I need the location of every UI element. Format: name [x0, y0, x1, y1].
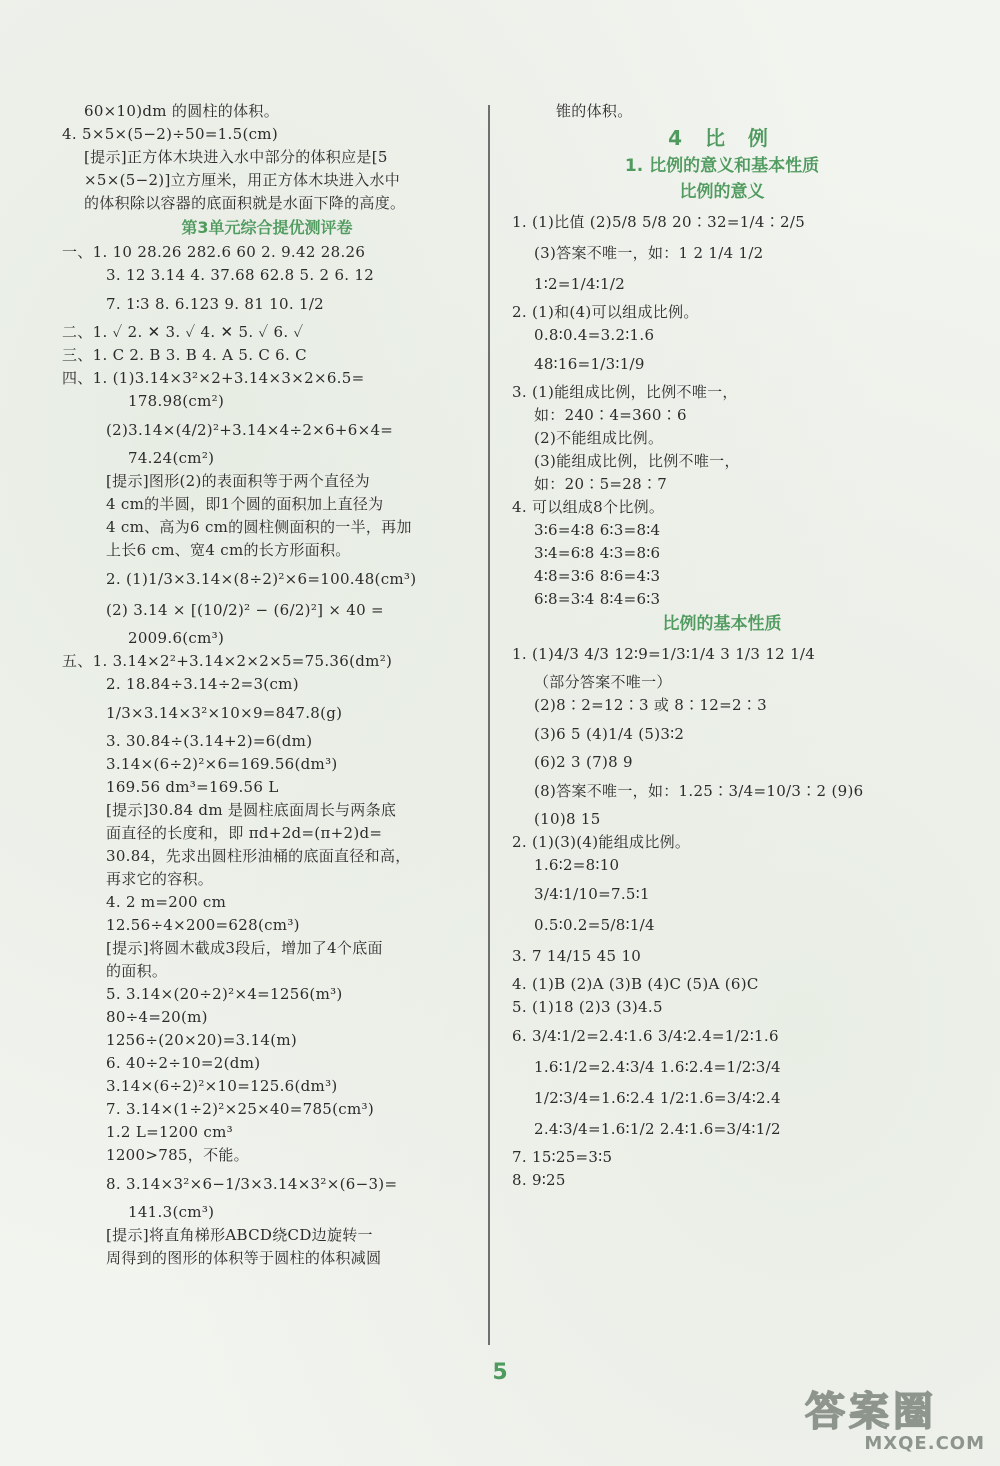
answer-line: 2.4∶3/4=1.6∶1/2 2.4∶1.6=3/4∶1/2 [534, 1120, 781, 1138]
answer-line: 6. 40÷2÷10=2(dm) [106, 1054, 261, 1072]
answer-line: 面直径的长度和，即 πd+2d=(π+2)d= [106, 824, 383, 842]
answer-line: 7. 3.14×(1÷2)²×25×40=785(cm³) [106, 1100, 374, 1118]
watermark-main: 答案圈 [805, 1389, 937, 1435]
right-column [512, 100, 932, 1192]
answer-line: (2) 3.14 × [(10/2)² − (6/2)²] × 40 = [106, 601, 384, 619]
section-heading: 第3单元综合提优测评卷 [181, 218, 353, 237]
answer-line: 的面积。 [106, 962, 168, 980]
answer-line: 1. (1)比值 (2)5/8 5/8 20∶32=1/4∶2/5 [512, 213, 806, 231]
answer-line: 1.6∶1/2=2.4∶3/4 1.6∶2.4=1/2∶3/4 [534, 1058, 781, 1076]
answer-line: 1256÷(20×20)=3.14(m) [106, 1031, 298, 1049]
answer-line: (3)6 5 (4)1/4 (5)3∶2 [534, 725, 685, 743]
answer-line: (8)答案不唯一，如：1.25∶3/4=10/3∶2 (9)6 [534, 782, 864, 800]
answer-line: [提示]图形(2)的表面积等于两个直径为 [106, 472, 370, 490]
answer-line: (3)能组成比例，比例不唯一， [534, 452, 740, 470]
answer-line: 1∶2=1/4∶1/2 [534, 275, 626, 293]
answer-line: 30.84，先求出圆柱形油桶的底面直径和高， [106, 847, 411, 865]
answer-line: [提示]正方体木块进入水中部分的体积应是[5 [84, 148, 388, 166]
answer-line: 的体积除以容器的底面积就是水面下降的高度。 [84, 194, 406, 212]
answer-line: ×5×(5−2)]立方厘米，用正方体木块进入水中 [84, 171, 401, 189]
answer-line: 4 cm的半圆，即1个圆的面积加上直径为 [106, 495, 384, 513]
answer-line: 1.6∶2=8∶10 [534, 856, 620, 874]
answer-line: 3/4∶1/10=7.5∶1 [534, 885, 650, 903]
answer-line: 3. 12 3.14 4. 37.68 62.8 5. 2 6. 12 [106, 266, 375, 284]
answer-line: 4. 可以组成8个比例。 [512, 498, 665, 516]
answer-line: 再求它的容积。 [106, 870, 214, 888]
answer-line: (6)2 3 (7)8 9 [534, 753, 633, 771]
answer-line: 2009.6(cm³) [128, 629, 225, 647]
answer-line: 48∶16=1/3∶1/9 [534, 355, 645, 373]
answer-line: 1. (1)4/3 4/3 12∶9=1/3∶1/4 3 1/3 12 1/4 [512, 645, 816, 663]
answer-line: 74.24(cm²) [128, 449, 215, 467]
answer-line: 1.2 L=1200 cm³ [106, 1123, 233, 1141]
answer-line: 1/2∶3/4=1.6∶2.4 1/2∶1.6=3/4∶2.4 [534, 1089, 781, 1107]
answer-line: 四、1. (1)3.14×3²×2+3.14×3×2×6.5= [62, 369, 365, 387]
answer-line: 如：240∶4=360∶6 [534, 406, 687, 424]
answer-line: （部分答案不唯一） [534, 673, 672, 691]
answer-line: 4 cm、高为6 cm的圆柱侧面积的一半，再加 [106, 518, 412, 536]
answer-line: 2. (1)和(4)可以组成比例。 [512, 303, 699, 321]
answer-line: 8. 3.14×3²×6−1/3×3.14×3²×(6−3)= [106, 1175, 398, 1193]
answer-line: 五、1. 3.14×2²+3.14×2×2×5=75.36(dm²) [62, 652, 393, 670]
answer-line: 锥的体积。 [556, 102, 633, 120]
answer-line: 一、1. 10 28.26 282.6 60 2. 9.42 28.26 [62, 243, 366, 261]
answer-line: 7. 15∶25=3∶5 [512, 1148, 613, 1166]
answer-line: (3)答案不唯一，如：1 2 1/4 1/2 [534, 244, 764, 262]
answer-line: 0.5∶0.2=5/8∶1/4 [534, 916, 655, 934]
section-heading: 比例的基本性质 [662, 614, 782, 634]
answer-line: 三、1. C 2. B 3. B 4. A 5. C 6. C [62, 346, 307, 364]
answer-line: 如：20∶5=28∶7 [534, 475, 668, 493]
answer-line: 3.14×(6÷2)²×6=169.56(dm³) [106, 755, 338, 773]
answer-line: 12.56÷4×200=628(cm³) [106, 916, 300, 934]
answer-line: 2. (1)1/3×3.14×(8÷2)²×6=100.48(cm³) [106, 570, 417, 588]
answer-line: 60×10)dm 的圆柱的体积。 [84, 102, 279, 120]
answer-line: 2. 18.84÷3.14÷2=3(cm) [106, 675, 299, 693]
answer-line: 178.98(cm²) [128, 392, 225, 410]
answer-line: (2)8∶2=12∶3 或 8∶12=2∶3 [534, 696, 767, 714]
watermark-logo [805, 1390, 995, 1460]
answer-line: 1/3×3.14×3²×10×9=847.8(g) [106, 704, 343, 722]
answer-line: 4. 5×5×(5−2)÷50=1.5(cm) [62, 125, 278, 143]
answer-line: 1200>785，不能。 [106, 1146, 249, 1164]
answer-line: 80÷4=20(m) [106, 1008, 208, 1026]
section-heading: 4 比 例 [668, 126, 776, 150]
column-divider [488, 105, 490, 1345]
answer-line: 7. 1∶3 8. 6.123 9. 81 10. 1/2 [106, 295, 325, 313]
answer-line: (2)不能组成比例。 [534, 429, 664, 447]
answer-line: 二、1. ✓ 2. ✕ 3. ✓ 4. ✕ 5. ✓ 6. ✓ [62, 323, 304, 341]
left-column [62, 100, 472, 1270]
answer-line: 169.56 dm³=169.56 L [106, 778, 279, 796]
answer-line: 周得到的图形的体积等于圆柱的体积减圆 [106, 1249, 382, 1267]
section-heading: 1. 比例的意义和基本性质 [624, 156, 820, 176]
answer-line: 141.3(cm³) [128, 1203, 215, 1221]
answer-line: 3∶6=4∶8 6∶3=8∶4 [534, 521, 661, 539]
answer-line: 4∶8=3∶6 8∶6=4∶3 [534, 567, 661, 585]
watermark-url: MXQE.COM [864, 1433, 985, 1454]
answer-line: 3. (1)能组成比例，比例不唯一， [512, 383, 738, 401]
page-number: 5 [492, 1360, 508, 1385]
answer-line: 6∶8=3∶4 8∶4=6∶3 [534, 590, 661, 608]
answer-line: 4. 2 m=200 cm [106, 893, 227, 911]
answer-line: (2)3.14×(4/2)²+3.14×4÷2×6+6×4= [106, 421, 394, 439]
section-heading: 比例的意义 [679, 182, 765, 202]
answer-line: 3. 7 14/15 45 10 [512, 947, 642, 965]
answer-line: 6. 3/4∶1/2=2.4∶1.6 3/4∶2.4=1/2∶1.6 [512, 1027, 779, 1045]
answer-line: 0.8∶0.4=3.2∶1.6 [534, 326, 655, 344]
answer-line: 8. 9∶25 [512, 1171, 566, 1189]
answer-line: 4. (1)B (2)A (3)B (4)C (5)A (6)C [512, 975, 759, 993]
answer-line: [提示]将直角梯形ABCD绕CD边旋转一 [106, 1226, 373, 1244]
answer-line: 5. 3.14×(20÷2)²×4=1256(m³) [106, 985, 343, 1003]
answer-line: 2. (1)(3)(4)能组成比例。 [512, 833, 691, 851]
answer-line: [提示]30.84 dm 是圆柱底面周长与两条底 [106, 801, 397, 819]
answer-line: 3. 30.84÷(3.14+2)=6(dm) [106, 732, 313, 750]
answer-line: (10)8 15 [534, 810, 601, 828]
answer-line: 5. (1)18 (2)3 (3)4.5 [512, 998, 663, 1016]
answer-line: 3∶4=6∶8 4∶3=8∶6 [534, 544, 661, 562]
answer-line: 上长6 cm、宽4 cm的长方形面积。 [106, 541, 351, 559]
answer-line: 3.14×(6÷2)²×10=125.6(dm³) [106, 1077, 338, 1095]
answer-line: [提示]将圆木截成3段后，增加了4个底面 [106, 939, 383, 957]
